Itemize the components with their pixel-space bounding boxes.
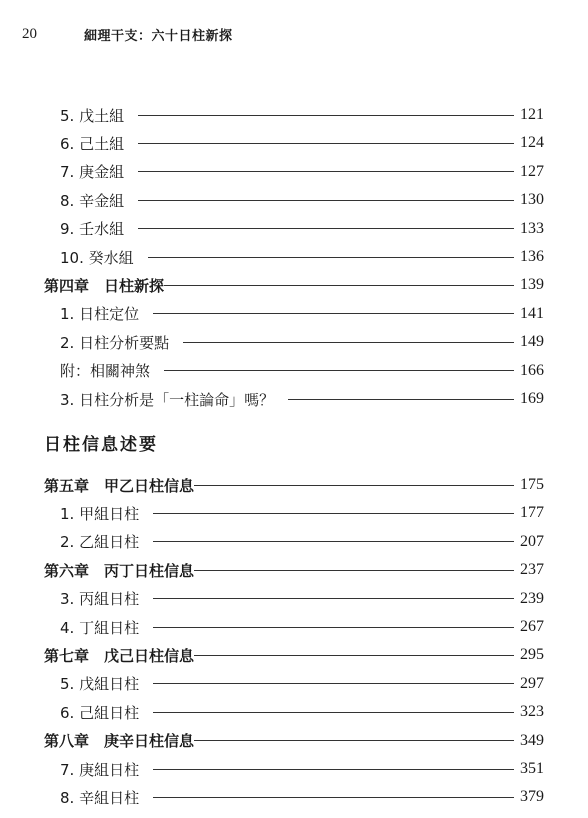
- toc-page-number: 297: [520, 674, 544, 692]
- leader-line: [138, 200, 514, 201]
- toc-page-number: 141: [520, 304, 544, 322]
- toc-entry-title: 1. 日柱定位: [60, 305, 140, 324]
- toc-entry-title: 附：相關神煞: [60, 362, 151, 381]
- toc-entry-title: 1. 甲組日柱: [60, 504, 140, 523]
- toc-page-number: 175: [520, 476, 544, 493]
- toc-page-number: 133: [520, 219, 544, 237]
- leader-line: [153, 541, 514, 542]
- toc-page-number: 127: [520, 162, 544, 180]
- leader-line: [153, 769, 514, 770]
- toc-entry-title: 6. 己組日柱: [60, 703, 140, 722]
- toc-chapter-title: 第五章 甲乙日柱信息: [44, 476, 195, 495]
- leader-line: [164, 285, 514, 286]
- toc-entry-row: [0, 130, 588, 156]
- toc-chapter-row: [0, 272, 588, 298]
- leader-line: [138, 171, 514, 172]
- leader-line: [138, 228, 514, 229]
- toc-entry-row: [0, 500, 588, 526]
- toc-page-number: 239: [520, 589, 544, 607]
- toc-page-number: 323: [520, 703, 544, 721]
- toc-entry-title: 10. 癸水組: [60, 248, 134, 267]
- toc-chapter-row: [0, 728, 588, 754]
- toc-entry-row: [0, 756, 588, 782]
- toc-entry-row: [0, 329, 588, 355]
- toc-entry-title: 7. 庚金組: [60, 163, 125, 182]
- toc-entry-row: [0, 671, 588, 697]
- toc-entry-title: 5. 戊組日柱: [60, 675, 140, 694]
- toc-entry-row: [0, 784, 588, 810]
- leader-line: [153, 712, 514, 713]
- toc-page-number: 149: [520, 333, 544, 351]
- toc-page-number: 351: [520, 760, 544, 777]
- toc-chapter-row: [0, 642, 588, 668]
- toc-entry-title: 9. 壬水組: [60, 220, 125, 239]
- leader-line: [153, 598, 514, 599]
- toc-entry-row: [0, 358, 588, 384]
- leader-line: [148, 257, 514, 258]
- toc-entry-row: [0, 159, 588, 185]
- section-heading: 日柱信息述要: [44, 434, 158, 455]
- toc-chapter-title: 第四章 日柱新探: [44, 276, 165, 295]
- toc-entry-row: [0, 301, 588, 327]
- toc-page-number: 124: [520, 134, 544, 152]
- running-head: [22, 24, 233, 44]
- toc-entry-row: [0, 102, 588, 128]
- leader-line: [288, 399, 514, 400]
- toc-page-number: 139: [520, 276, 544, 294]
- toc-page-number: 177: [520, 504, 544, 522]
- toc-chapter-title: 第七章 戊己日柱信息: [44, 646, 195, 665]
- toc-page-number: 295: [520, 646, 544, 664]
- toc-entry-title: 3. 日柱分析是「一柱論命」嗎？: [60, 390, 275, 409]
- toc-entry-title: 2. 乙組日柱: [60, 533, 140, 552]
- toc-entry-title: 8. 辛金組: [60, 191, 125, 210]
- toc-chapter-row: [0, 472, 588, 498]
- leader-line: [164, 370, 514, 371]
- toc-page-number: 121: [520, 106, 544, 123]
- toc-page-number: 267: [520, 618, 544, 635]
- leader-line: [138, 143, 514, 144]
- toc-entry-row: [0, 244, 588, 270]
- toc-page-number: 379: [520, 788, 544, 806]
- toc-entry-row: [0, 216, 588, 242]
- page-number: 20: [22, 25, 37, 42]
- toc-entry-title: 3. 丙組日柱: [60, 590, 140, 609]
- toc-entry-title: 2. 日柱分析要點: [60, 333, 170, 352]
- toc-entry-row: [0, 586, 588, 612]
- book-title: 細理干支：六十日柱新探: [84, 28, 233, 44]
- leader-line: [194, 485, 514, 486]
- toc-entry-title: 4. 丁組日柱: [60, 618, 140, 637]
- toc-page-number: 349: [520, 731, 544, 749]
- toc-chapter-title: 第八章 庚辛日柱信息: [44, 732, 195, 751]
- toc-entry-row: [0, 386, 588, 412]
- leader-line: [153, 797, 514, 798]
- leader-line: [138, 115, 514, 116]
- toc-page-number: 207: [520, 532, 544, 550]
- toc-chapter-row: [0, 557, 588, 583]
- toc-page-number: 166: [520, 361, 544, 379]
- toc-entry-title: 5. 戊土組: [60, 106, 125, 125]
- toc-entry-title: 8. 辛組日柱: [60, 788, 140, 807]
- toc-page-number: 136: [520, 248, 544, 265]
- leader-line: [194, 740, 514, 741]
- leader-line: [183, 342, 514, 343]
- toc-page-number: 237: [520, 561, 544, 579]
- toc-page-number: 130: [520, 191, 544, 209]
- toc-entry-row: [0, 699, 588, 725]
- leader-line: [153, 683, 514, 684]
- toc-entry-row: [0, 187, 588, 213]
- toc-entry-row: [0, 529, 588, 555]
- leader-line: [153, 513, 514, 514]
- leader-line: [153, 627, 514, 628]
- toc-chapter-title: 第六章 丙丁日柱信息: [44, 561, 195, 580]
- toc-entry-title: 7. 庚組日柱: [60, 760, 140, 779]
- leader-line: [194, 655, 514, 656]
- toc-page-number: 169: [520, 390, 544, 407]
- leader-line: [153, 313, 514, 314]
- toc-entry-row: [0, 614, 588, 640]
- leader-line: [194, 570, 514, 571]
- toc-entry-title: 6. 己土組: [60, 134, 125, 153]
